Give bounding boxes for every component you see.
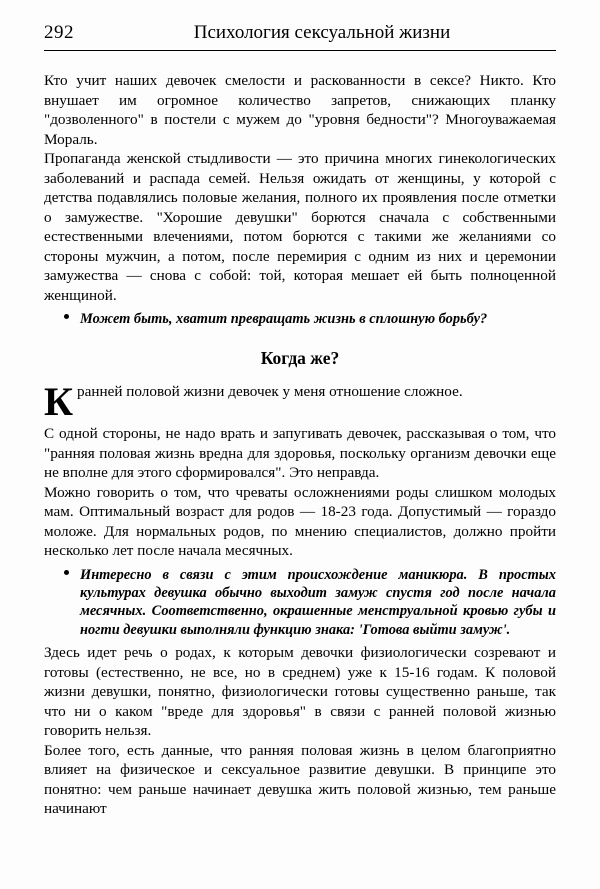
page-number: 292 — [44, 22, 74, 43]
bullet-dot-icon — [64, 314, 69, 319]
paragraph: Можно говорить о том, что чреваты осложнениями роды слишком молодых мам. Оптимальный возраст для родов — 18-23 года. Допустимый — гораздо моложе. Для нормальных родов, по мнению специалистов, должно пройти несколько лет после начала месячных. — [44, 483, 556, 560]
bullet-item — [44, 310, 556, 328]
paragraph: Пропаганда женской стыдливости — это причина многих гинекологических заболеваний и распада семей. Нельзя ожидать от женщины, у которой с детства подавлялись половые желания, полного их проявления после отметки о замужестве. "Хорошие девушки" борются сначала с собственными естественными влечениями, потом борются с такими же желаниями со стороны мужчин, а потом, после перемирия с одним из них и церемонии замужества — снова с собой: той, которая мешает ей быть полноценной женщиной. — [44, 150, 556, 304]
header-rule — [44, 50, 556, 51]
bullet-dot-icon — [64, 570, 69, 575]
paragraph: Более того, есть данные, что ранняя половая жизнь в целом благоприятно влияет на физическое и сексуальное развитие девушки. В принципе это понятно: чем раньше начинает девушка жить половой жизнью, тем раньше начинают — [44, 741, 556, 818]
page-header — [44, 22, 556, 48]
section-title: Когда же? — [260, 347, 340, 368]
page-body — [44, 71, 556, 819]
running-title: Психология сексуальной жизни — [193, 22, 451, 43]
dropcap-paragraph — [44, 379, 556, 425]
paragraph: Здесь идет речь о родах, к которым девочки физиологически созревают и готовы (естественно, не все, но в среднем) уже к 15-16 годам. К половой жизни девушки, понятно, физиологически готовы существенно раньше, так что ни о каком "вреде для здоровья" в связи с ранней половой жизнью говорить нельзя. — [44, 643, 556, 740]
bullet-item — [44, 566, 556, 639]
paragraph: Кто учит наших девочек смелости и раскованности в сексе? Никто. Кто внушает им огромное количество запретов, снижающих планку "дозволенного" в постели с мужем до "уровня бедности"? Многоуважаемая Мораль. — [44, 72, 556, 148]
paragraph: С одной стороны, не надо врать и запугивать девочек, рассказывая о том, что "ранняя половая жизнь вредна для здоровья, поскольку организм девочки еще не вполне для этого сформировался". Это неправда. — [44, 425, 556, 482]
dropcap-paragraph-text: ранней половой жизни девочек у меня отношение сложное. — [77, 383, 463, 401]
drop-cap: К — [44, 379, 74, 425]
bullet-text: Интересно в связи с этим происхождение маникюра. В простых культурах девушка обычно выходит замуж спустя год после начала месячных. Соответственно, окрашенные менструальной кровью губы и ногти девушки выполняли функцию знака: 'Готова выйти замуж'. — [80, 566, 556, 638]
bullet-text: Может быть, хватит превращать жизнь в сплошную борьбу? — [80, 311, 488, 328]
